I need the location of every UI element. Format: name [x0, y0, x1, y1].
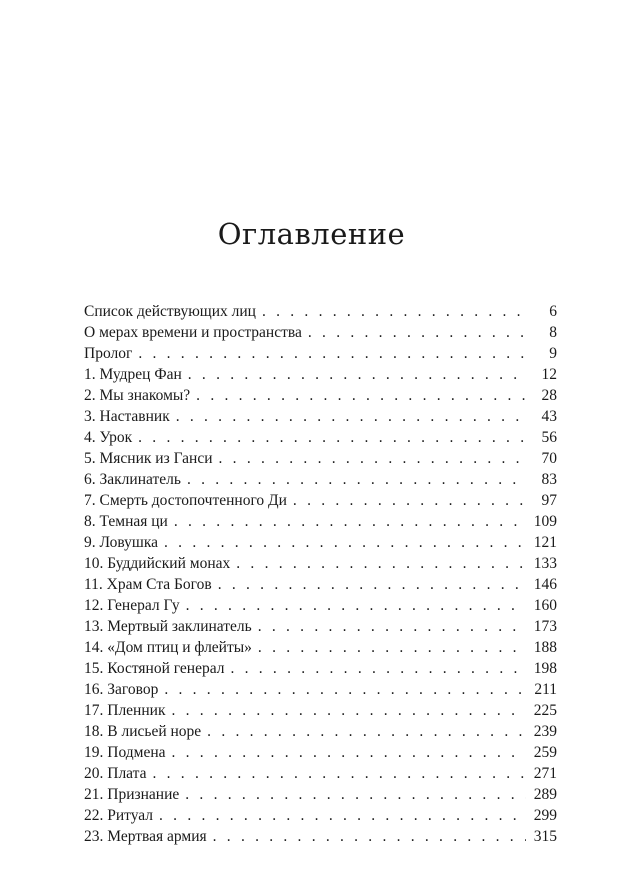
toc-entry-page: 28	[541, 387, 557, 404]
toc-leader-dots	[187, 469, 527, 490]
toc-entry-label: 12. Генерал Гу	[84, 597, 180, 614]
toc-leader-dots	[293, 490, 527, 511]
toc-leader-dots	[188, 364, 527, 385]
toc-leader-dots	[186, 595, 526, 616]
toc-leader-dots	[176, 406, 527, 427]
toc-entry-label: О мерах времени и пространства	[84, 324, 302, 341]
toc-entry	[84, 637, 557, 658]
toc-entry	[84, 616, 557, 637]
toc-entry-label: Список действующих лиц	[84, 303, 256, 320]
toc-entry-page: 133	[533, 555, 557, 572]
toc-entry-label: 23. Мертвая армия	[84, 828, 207, 845]
toc-entry	[84, 343, 557, 364]
toc-entry	[84, 553, 557, 574]
toc-entry	[84, 469, 557, 490]
table-of-contents	[84, 301, 557, 847]
toc-entry	[84, 784, 557, 805]
toc-entry-label: 17. Пленник	[84, 702, 166, 719]
toc-entry	[84, 511, 557, 532]
toc-leader-dots	[262, 301, 527, 322]
toc-leader-dots	[172, 742, 526, 763]
toc-entry-page: 9	[549, 345, 557, 362]
toc-entry-label: 3. Наставник	[84, 408, 170, 425]
toc-entry	[84, 406, 557, 427]
toc-leader-dots	[258, 616, 526, 637]
toc-entry-label: 15. Костяной генерал	[84, 660, 225, 677]
toc-leader-dots	[185, 784, 525, 805]
toc-entry-label: 11. Храм Ста Богов	[84, 576, 212, 593]
toc-entry-page: 315	[533, 828, 557, 845]
toc-entry	[84, 721, 557, 742]
toc-entry-label: 5. Мясник из Ганси	[84, 450, 213, 467]
toc-entry-page: 211	[534, 681, 557, 698]
toc-entry-page: 70	[541, 450, 557, 467]
toc-entry-page: 83	[541, 471, 557, 488]
toc-leader-dots	[219, 448, 527, 469]
toc-entry-page: 56	[541, 429, 557, 446]
toc-entry-page: 97	[541, 492, 557, 509]
toc-entry-label: 21. Признание	[84, 786, 180, 803]
toc-entry-page: 6	[549, 303, 557, 320]
toc-leader-dots	[164, 679, 526, 700]
toc-entry	[84, 364, 557, 385]
toc-entry-page: 43	[541, 408, 557, 425]
toc-entry-label: 20. Плата	[84, 765, 147, 782]
toc-entry-label: 22. Ритуал	[84, 807, 154, 824]
toc-leader-dots	[153, 763, 526, 784]
toc-leader-dots	[213, 826, 526, 847]
toc-entry	[84, 700, 557, 721]
toc-leader-dots	[171, 700, 525, 721]
toc-entry-page: 146	[533, 576, 557, 593]
toc-entry	[84, 448, 557, 469]
toc-entry-page: 225	[533, 702, 557, 719]
toc-entry	[84, 658, 557, 679]
toc-entry	[84, 805, 557, 826]
toc-entry-page: 160	[533, 597, 557, 614]
toc-entry-label: 16. Заговор	[84, 681, 159, 698]
toc-entry-page: 259	[533, 744, 557, 761]
toc-entry-label: 7. Смерть достопочтенного Ди	[84, 492, 287, 509]
toc-entry-label: 10. Буддийский монах	[84, 555, 231, 572]
toc-leader-dots	[218, 574, 526, 595]
toc-leader-dots	[138, 427, 527, 448]
toc-leader-dots	[159, 805, 526, 826]
toc-entry	[84, 301, 557, 322]
toc-entry-page: 109	[533, 513, 557, 530]
toc-entry	[84, 490, 557, 511]
toc-entry-page: 239	[533, 723, 557, 740]
toc-entry-page: 8	[549, 324, 557, 341]
toc-leader-dots	[174, 511, 526, 532]
toc-entry-page: 121	[533, 534, 557, 551]
toc-entry	[84, 763, 557, 784]
toc-entry	[84, 574, 557, 595]
toc-leader-dots	[196, 385, 527, 406]
toc-entry	[84, 595, 557, 616]
toc-entry	[84, 679, 557, 700]
toc-entry-label: 4. Урок	[84, 429, 133, 446]
toc-entry	[84, 427, 557, 448]
toc-leader-dots	[164, 532, 526, 553]
toc-entry-label: 18. В лисьей норе	[84, 723, 202, 740]
toc-leader-dots	[138, 343, 527, 364]
page-title: Оглавление	[217, 217, 406, 251]
toc-leader-dots	[230, 658, 525, 679]
toc-entry-label: 9. Ловушка	[84, 534, 159, 551]
toc-leader-dots	[236, 553, 525, 574]
toc-entry-page: 271	[533, 765, 557, 782]
toc-entry-page: 299	[533, 807, 557, 824]
toc-entry-label: 6. Заклинатель	[84, 471, 181, 488]
toc-entry-page: 173	[533, 618, 557, 635]
toc-entry-label: 8. Темная ци	[84, 513, 168, 530]
toc-entry	[84, 385, 557, 406]
toc-entry-label: 2. Мы знакомы?	[84, 387, 191, 404]
toc-leader-dots	[258, 637, 526, 658]
toc-entry-page: 12	[541, 366, 557, 383]
toc-entry-page: 198	[533, 660, 557, 677]
toc-entry-label: 14. «Дом птиц и флейты»	[84, 639, 252, 656]
toc-leader-dots	[207, 721, 526, 742]
toc-entry-page: 289	[533, 786, 557, 803]
toc-entry-page: 188	[533, 639, 557, 656]
toc-entry-label: 1. Мудрец Фан	[84, 366, 182, 383]
toc-entry-label: Пролог	[84, 345, 133, 362]
toc-entry	[84, 322, 557, 343]
toc-entry	[84, 532, 557, 553]
toc-entry	[84, 742, 557, 763]
toc-entry-label: 13. Мертвый заклинатель	[84, 618, 252, 635]
toc-leader-dots	[308, 322, 527, 343]
toc-entry-label: 19. Подмена	[84, 744, 166, 761]
toc-entry	[84, 826, 557, 847]
